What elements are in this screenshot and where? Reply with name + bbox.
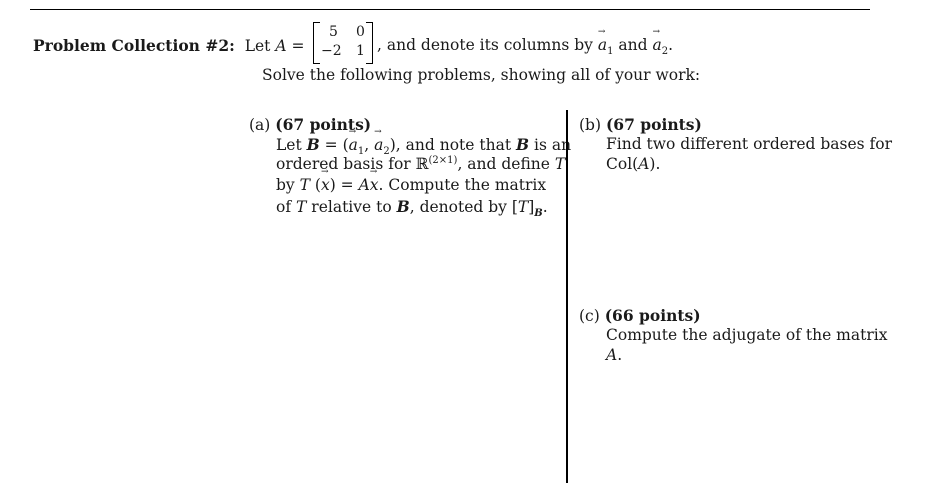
let-text: Let bbox=[244, 37, 271, 55]
vector-a2-subscript: 2 bbox=[383, 146, 390, 158]
columns-text: , and denote its columns by bbox=[377, 36, 593, 54]
text-close: ). bbox=[649, 155, 661, 173]
text-eq-open: = ( bbox=[319, 136, 349, 154]
matrix-name: A bbox=[358, 176, 370, 194]
header-period: . bbox=[668, 36, 674, 54]
vector-a2: → a bbox=[374, 136, 383, 154]
transform-symbol: T bbox=[299, 176, 310, 194]
text-col: Col( bbox=[606, 155, 639, 173]
vector-a1-subscript: 1 bbox=[607, 46, 614, 58]
text-comma: , bbox=[364, 136, 375, 154]
text-let: Let bbox=[276, 136, 302, 154]
problem-a-label: (a) bbox=[249, 116, 271, 134]
vector-a1: → a bbox=[598, 36, 607, 54]
problem-c-points: (66 points) bbox=[604, 306, 701, 325]
problem-a-line-1 bbox=[276, 135, 571, 157]
and-text: and bbox=[613, 36, 653, 54]
text-relative-to: relative to bbox=[306, 198, 392, 216]
header-line-1-rest bbox=[377, 36, 673, 57]
real-numbers-symbol: ℝ bbox=[415, 155, 429, 174]
problem-a-line-4 bbox=[276, 197, 548, 219]
text-period: . bbox=[617, 346, 623, 364]
transform-symbol: T bbox=[296, 198, 307, 216]
real-numbers-superscript: (2×1) bbox=[428, 155, 458, 166]
basis-symbol: B bbox=[516, 135, 530, 154]
matrix-right-bracket bbox=[366, 22, 373, 64]
matrix-cell-22: 1 bbox=[356, 43, 365, 59]
vector-a1-subscript: 1 bbox=[357, 146, 365, 158]
basis-subscript: B bbox=[534, 208, 543, 220]
text-ordered-basis: ordered basis for bbox=[276, 155, 411, 174]
matrix-name: A bbox=[638, 155, 650, 173]
text-denoted-by: , denoted by [ bbox=[409, 198, 518, 216]
problem-a-points: (67 points) bbox=[275, 115, 372, 134]
text-note: ), and note that bbox=[389, 136, 512, 154]
collection-title: Problem Collection #2: bbox=[33, 36, 235, 55]
vector-a2-subscript: 2 bbox=[661, 46, 669, 58]
matrix-cell-11: 5 bbox=[329, 24, 338, 40]
vector-x: → x bbox=[321, 176, 330, 194]
matrix-A bbox=[313, 22, 373, 64]
matrix-name: A bbox=[275, 37, 287, 55]
text-period: . bbox=[542, 198, 548, 216]
matrix-cell-12: 0 bbox=[356, 24, 365, 40]
text-close-eq: ) = bbox=[329, 176, 359, 194]
text-open-paren: ( bbox=[309, 176, 321, 194]
vector-x: → x bbox=[370, 176, 379, 194]
instructions-line: Solve the following problems, showing all of your work: bbox=[262, 66, 701, 84]
problem-a-line-2 bbox=[276, 155, 565, 173]
problem-c-line-2 bbox=[606, 346, 622, 364]
basis-symbol: B bbox=[306, 135, 320, 154]
top-rule bbox=[30, 9, 870, 10]
problem-b-line-2 bbox=[606, 155, 660, 173]
text-is-an: is an bbox=[529, 136, 572, 154]
column-divider bbox=[566, 110, 568, 483]
problem-c-heading bbox=[579, 306, 701, 325]
equals-sign: = bbox=[286, 37, 305, 55]
problem-b-label: (b) bbox=[579, 116, 602, 134]
problem-c-line-1: Compute the adjugate of the matrix bbox=[606, 326, 888, 344]
text-by: by bbox=[276, 176, 295, 194]
vector-a1: → a bbox=[349, 136, 358, 154]
text-close-bracket: ] bbox=[528, 198, 535, 216]
text-compute: . Compute the matrix bbox=[378, 176, 547, 194]
matrix-left-bracket bbox=[313, 22, 320, 64]
problem-b-line-1: Find two different ordered bases for bbox=[606, 135, 893, 153]
header-line-1 bbox=[33, 36, 304, 55]
matrix-name: A bbox=[606, 346, 618, 364]
transform-symbol: T bbox=[517, 198, 529, 216]
basis-symbol: B bbox=[396, 197, 410, 216]
text-of: of bbox=[276, 198, 292, 216]
transform-symbol: T bbox=[554, 155, 566, 174]
text-and-define: , and define bbox=[457, 155, 550, 174]
problem-b-heading bbox=[579, 115, 702, 134]
matrix-cell-21: −2 bbox=[321, 43, 342, 59]
problem-b-points: (67 points) bbox=[605, 115, 702, 134]
problem-a-line-3 bbox=[276, 176, 546, 194]
vector-a2: → a bbox=[653, 36, 662, 54]
problem-c-label: (c) bbox=[579, 307, 600, 325]
